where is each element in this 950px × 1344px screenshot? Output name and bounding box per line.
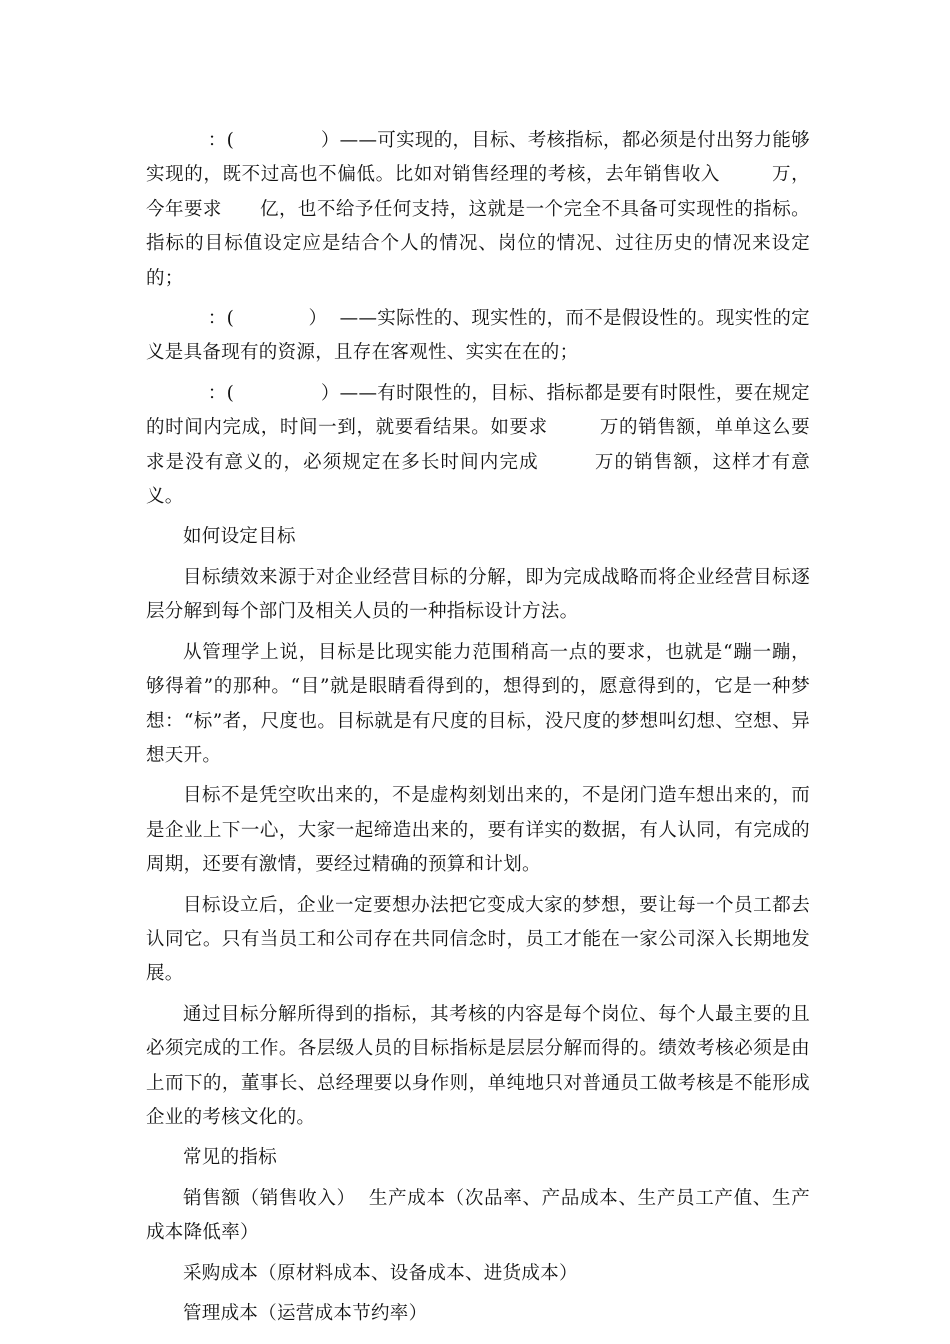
indicator-procurement-cost: 采购成本（原材料成本、设备成本、进货成本） xyxy=(183,1262,578,1284)
paragraph-goal-source: 目标绩效来源于对企业经营目标的分解，即为完成战略而将企业经营目标逐层分解到每个部门及相关人员的一种指标设计方法。 xyxy=(146,566,810,623)
document-body xyxy=(146,124,810,1337)
section-heading-common-indicators: 常见的指标 xyxy=(183,1147,278,1169)
paragraph-time-bound: ：( ）——有时限性的，目标、指标都是要有时限性，要在规定的时间内完成，时间一到，就要看结果。如要求 万的销售额，单单这么要求是没有意义的，必须规定在多长时间内完成 万的销售额，这样才有意义。 xyxy=(146,382,810,508)
paragraph-realistic: ：( ） ——实际性的、现实性的，而不是假设性的。现实性的定义是具备现有的资源，且存在客观性、实实在在的； xyxy=(146,308,810,364)
paragraph-achievable: ：( ）——可实现的，目标、考核指标，都必须是付出努力能够实现的，既不过高也不偏低。比如对销售经理的考核，去年销售收入 万，今年要求 亿，也不给予任何支持，这就是一个完全不具备可实现性的指标。指标的目标值设定应是结合个人的情况、岗位的情况、过往历史的情况来设定的； xyxy=(146,130,810,289)
indicator-management-cost: 管理成本（运营成本节约率） xyxy=(183,1303,428,1324)
paragraph-indicator-content: 通过目标分解所得到的指标，其考核的内容是每个岗位、每个人最主要的且必须完成的工作。各层级人员的目标指标是层层分解而得的。绩效考核必须是由上而下的，董事长、总经理要以身作则，单纯地只对普通员工做考核是不能形成企业的考核文化的。 xyxy=(146,1003,810,1128)
section-heading-how-to-set-goals: 如何设定目标 xyxy=(183,526,296,548)
paragraph-shared-dream: 目标设立后，企业一定要想办法把它变成大家的梦想，要让每一个员工都去认同它。只有当员工和公司存在共同信念时，员工才能在一家公司深入长期地发展。 xyxy=(146,894,810,985)
paragraph-management-view: 从管理学上说，目标是比现实能力范围稍高一点的要求，也就是“蹦一蹦，够得着”的那种。“目”就是眼睛看得到的，想得到的，愿意得到的，它是一种梦想：“标”者，尺度也。目标就是有尺度的目标，没尺度的梦想叫幻想、空想、异想天开。 xyxy=(146,641,810,766)
indicator-sales-production: 销售额（销售收入） 生产成本（次品率、产品成本、生产员工产值、生产成本降低率） xyxy=(146,1187,810,1244)
paragraph-goal-creation: 目标不是凭空吹出来的，不是虚构刻划出来的，不是闭门造车想出来的，而是企业上下一心，大家一起缔造出来的，要有详实的数据，有人认同，有完成的周期，还要有激情，要经过精确的预算和计划。 xyxy=(146,785,810,876)
